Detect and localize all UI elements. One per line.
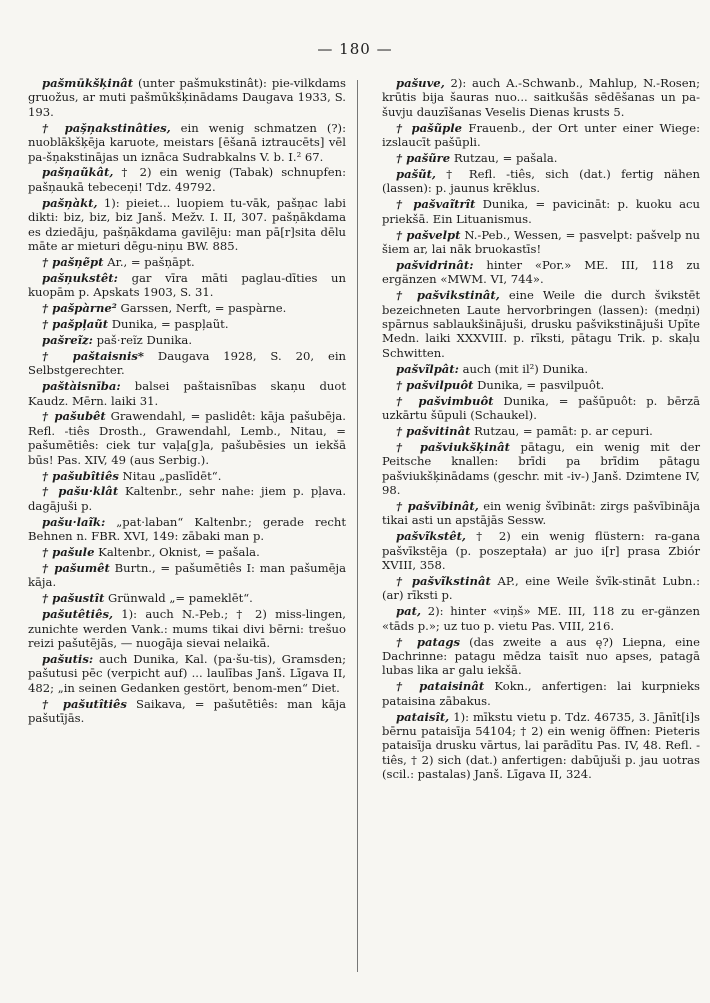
dictionary-entry — [382, 228, 700, 257]
dictionary-entry — [382, 440, 700, 498]
entry-text: balsei paštaisnības skaņu duot Kaudz. Mērn. laiki 31. — [28, 379, 346, 408]
entry-text: Kaltenbr., sehr nahe: jiem p. pļava. dagājuši p. — [28, 484, 347, 513]
dictionary-entry — [28, 561, 346, 590]
entry-headword: † pašvĩkstinât — [396, 573, 491, 588]
dictionary-entry — [382, 151, 700, 165]
dictionary-entry — [382, 258, 700, 287]
entry-text: Frauenb., der Ort unter einer Wiege: izslaucīt pašūpli. — [382, 120, 700, 150]
entry-headword: † pašpļaũt — [42, 317, 109, 331]
right-column — [382, 76, 700, 783]
dictionary-entry — [382, 604, 700, 633]
entry-text: † 2) ein wenig flüstern: ra-gana pašvīkstēja (p. poszeptała) ar juo i[r] prasa Zbiór XVIII, 358. — [382, 529, 700, 572]
dictionary-entry — [382, 288, 700, 360]
entry-headword: pašũt, — [396, 166, 436, 181]
entry-text: 2): hinter «viņš» ME. III, 118 zu er-gänzen «tāds p.»; uz tuo p. vietu Pas. VIII, 216. — [382, 604, 700, 633]
entry-headword: † pašumêt — [42, 561, 110, 575]
dictionary-entry — [28, 349, 346, 378]
entry-headword: † pašũple — [396, 120, 463, 135]
page-number: — 180 — — [317, 40, 393, 58]
entry-text: Dunika, = pasvilpuôt. — [473, 377, 605, 392]
entry-text: ein wenig švībināt: zirgs pašvībināja tikai asti un apstājās Sessw. — [382, 498, 700, 528]
dictionary-entry — [382, 574, 700, 603]
dictionary-entry — [382, 167, 700, 196]
dictionary-entry — [382, 378, 700, 392]
dictionary-entry — [28, 76, 346, 119]
entry-text: ein wenig schmatzen (?): nuoblākšķēja karuote, meistars [ēšanā iztraucēts] vēl pa-šņakstinājas un iznāca Sudrabkalns V. b. I.² 67. — [28, 120, 346, 164]
dictionary-entry — [382, 76, 700, 119]
dictionary-entry — [382, 394, 700, 423]
dictionary-entry — [28, 271, 346, 300]
entry-headword: pašņaũkât, — [42, 165, 114, 180]
dictionary-entry — [382, 362, 700, 376]
entry-text: Dunika, = pašūpuôt: p. bērzā uzkārtu šūpuli (Schaukel). — [382, 393, 700, 422]
dictionary-entry — [28, 301, 346, 315]
entry-text: Garssen, Nerft, = paspàrne. — [116, 301, 287, 316]
entry-headword: † pašvitinât — [396, 423, 471, 438]
entry-headword: † paštaisnis* — [42, 348, 144, 363]
dictionary-entry — [382, 424, 700, 438]
entry-text: (unter pašmukstinât): pie-vilkdams gruožus, ar muti pašmūkšķinādams Daugava 1933, S. 193. — [28, 76, 346, 119]
dictionary-entry — [28, 121, 346, 164]
dictionary-entry — [28, 591, 346, 605]
entry-headword: pašutis: — [42, 651, 94, 666]
entry-text: auch (mit il²) Dunika. — [458, 361, 589, 376]
entry-text: Dunika, = pavicināt: p. kuoku acu priekšā. Ein Lituanismus. — [382, 197, 700, 226]
entry-text: † 2) ein wenig (Tabak) schnupfen: pašņaukā tebeceņi! Tdz. 49792. — [28, 165, 346, 194]
dictionary-entry — [28, 333, 346, 347]
entry-headword: † pašvikstinât, — [396, 288, 500, 303]
entry-text: 1): pieiet... luopiem tu-vāk, pašņac labi dikti: biz, biz, biz Janš. Mežv. I. II, 307. pašņākdama es dziedāju, pašņākdama gavilēju: man pā[r]sita dēlu māte ar mieturi dēgu-niņu BW. 885. — [28, 195, 346, 253]
entry-text: Daugava 1928, S. 20, ein Selbstgerechter. — [28, 348, 346, 378]
entry-text: Rutzau, = pašala. — [450, 151, 558, 166]
dictionary-entry — [28, 515, 346, 544]
entry-text: Kokn., anfertigen: lai kurpnieks pataisina zābakus. — [382, 679, 700, 708]
entry-headword: † paș̌ņakstinâties, — [42, 120, 171, 135]
entry-headword: † pašvelpt — [396, 227, 461, 242]
entry-text: hinter «Por.» ME. III, 118 zu ergänzen «MWM. VI, 744». — [382, 257, 700, 287]
entry-text: 2): auch A.-Schwanb., Mahlup, N.-Rosen; krūtis bija šauras nuo... saitkušās sēdēšanas un pa-šuvju dauzīšanas Veselis Dienas krusts 5. — [382, 76, 700, 119]
entry-headword: paštàisnība: — [42, 379, 121, 394]
entry-headword: † pašule — [42, 545, 95, 560]
dictionary-entry — [28, 409, 346, 467]
entry-text: eine Weile die durch švikstēt bezeichneten Laute hervorbringen (lassen): (medņi) spārnus sablaukšinājuši, drusku pašvikstinājuši Upīte Medn. laiki XXXVIII. p. rīksti, pātagu Trik. p. skaļu Schwitten. — [382, 288, 700, 360]
entry-headword: † pašubêt — [42, 409, 106, 424]
entry-text: N.-Peb., Wessen, = pasvelpt: pašvelp nu šiem ar, lai nāk bruokastīs! — [382, 227, 701, 256]
column-divider — [357, 80, 358, 972]
entry-text: † Refl. -tiês, sich (dat.) fertig nähen (lassen): p. jaunus krēklus. — [382, 166, 700, 196]
entry-headword: † pašpàrne² — [42, 301, 117, 316]
entry-text: 1): auch N.-Peb.; † 2) miss-lingen, zunichte werden Vank.: mums tikai divi bērni: trešuo reizi pašutējās, — nuogāja sievai nelaikā. — [28, 607, 346, 651]
entry-headword: pašņukstêt: — [42, 270, 118, 285]
entry-text: pātagu, ein wenig mit der Peitsche knallen: brīdi pa brīdim pātagu pašviukšķinādams (geschr. mit -iv-) Janš. Dzimtene IV, 98. — [382, 439, 700, 497]
entry-headword: † pašutîtiês — [42, 696, 127, 711]
dictionary-entry — [28, 255, 346, 269]
entry-headword: pašmūkšķinât — [42, 76, 134, 90]
entry-headword: pataisît, — [396, 709, 450, 724]
entry-headword: † pašviukšķinât — [396, 439, 510, 454]
entry-text: AP., eine Weile švīk-stināt Lubn.: (ar) rīksti p. — [382, 573, 700, 603]
dictionary-entry — [28, 484, 346, 513]
dictionary-entry — [28, 379, 346, 408]
dictionary-entry — [28, 652, 346, 695]
entry-headword: † pašvaĩtrît — [396, 197, 476, 212]
entry-headword: † pašustît — [42, 591, 105, 606]
dictionary-entry — [28, 697, 346, 726]
dictionary-entry — [28, 196, 346, 254]
dictionary-entry — [28, 165, 346, 194]
entry-headword: † pašvilpuôt — [396, 377, 474, 392]
entry-headword: pašvidrinât: — [396, 257, 474, 272]
entry-headword: pašuve, — [396, 76, 445, 90]
entry-text: Saikava, = pašutētiês: man kāja pašutījās. — [28, 696, 346, 726]
entry-text: (das zweite a aus ę?) Liepna, eine Dachrinne: patagu mēdza taisīt nuo apses, patagā lubas lika ar galu iekšā. — [382, 634, 700, 678]
entry-text: Kaltenbr., Oknist, = pašala. — [94, 545, 260, 560]
entry-headword: pat, — [396, 604, 422, 619]
entry-headword: pašvĩkstêt, — [396, 529, 466, 544]
dictionary-entry — [28, 469, 346, 483]
entry-headword: † pašņẽpt — [42, 254, 104, 269]
dictionary-entry — [382, 121, 700, 150]
dictionary-entry — [28, 545, 346, 559]
entry-headword: pašņàkt, — [42, 195, 98, 210]
dictionary-entry — [28, 607, 346, 650]
dictionary-entry — [382, 499, 700, 528]
entry-headword: † pataisinât — [396, 679, 485, 694]
entry-text: „pat·laban“ Kaltenbr.; gerade recht Behnen n. FBR. XVI, 149: zābaki man p. — [28, 514, 346, 544]
entry-text: gar vīra māti paglau-dīties un kuopām p. Apskats 1903, S. 31. — [28, 270, 346, 300]
entry-text: auch Dunika, Kal. (pa·šu-tis), Gramsden; pašutusi pēc (verpicht auf) ... laulības Janš. Līgava II, 482; „in seinen Gedanken gestört, benom-men“ Diet. — [28, 651, 346, 695]
entry-text: Grawendahl, = paslidêt: kāja pašubēja. Refl. -tiês Drosth., Grawendahl, Lemb., Nitau, = pašumētiês: ciek tur vaļa[g]a, pašubēsies un iekšā būs! Pas. XIV, 49 (aus Serbig.). — [28, 409, 346, 467]
entry-headword: † pašu·klât — [42, 484, 119, 499]
entry-text: Dunika, = paspļaũt. — [108, 317, 229, 331]
left-column — [28, 76, 346, 727]
entry-text: Rutzau, = pamāt: p. ar cepuri. — [470, 423, 653, 438]
entry-text: Ar., = pašņāpt. — [103, 254, 195, 269]
entry-text: Grünwald „= pameklēt“. — [104, 591, 253, 606]
dictionary-entry — [382, 197, 700, 226]
entry-headword: † pašũre — [396, 151, 451, 166]
entry-headword: pašreĩz: — [42, 332, 93, 347]
entry-headword: † pašvimbuôt — [396, 393, 494, 408]
entry-text: Nitau „paslīdēt“. — [118, 468, 222, 483]
dictionary-entry — [382, 635, 700, 678]
entry-headword: pašvĩlpât: — [396, 361, 459, 376]
entry-headword: pašu·laĩk: — [42, 514, 106, 529]
entry-text: 1): mīkstu vietu p. Tdz. 46735, 3. Jānīt[i]s bērnu pataisīja 54104; † 2) ein wenig öffnen: Pieteris pataisīja drusku vārtus, lai parādītu Pas. IV, 48. Refl. -tiês, † 2) sich (dat.) anfertigen: dabūjuši p. jau uotras (scil.: pastalas) Janš. Līgava II, 324. — [382, 709, 700, 782]
entry-headword: † pašvībinât, — [396, 498, 479, 513]
entry-headword: † patags — [396, 634, 461, 649]
dictionary-entry — [382, 710, 700, 782]
entry-headword: † pašubîtiês — [42, 468, 119, 483]
entry-text: Burtn., = pašumētiês I: man pašumēja kāja. — [28, 561, 346, 590]
dictionary-entry — [382, 679, 700, 708]
dictionary-entry — [28, 317, 346, 331]
entry-text: paš·reĩz Dunika. — [92, 332, 193, 347]
entry-headword: pašutêtiês, — [42, 607, 114, 622]
dictionary-entry — [382, 529, 700, 572]
